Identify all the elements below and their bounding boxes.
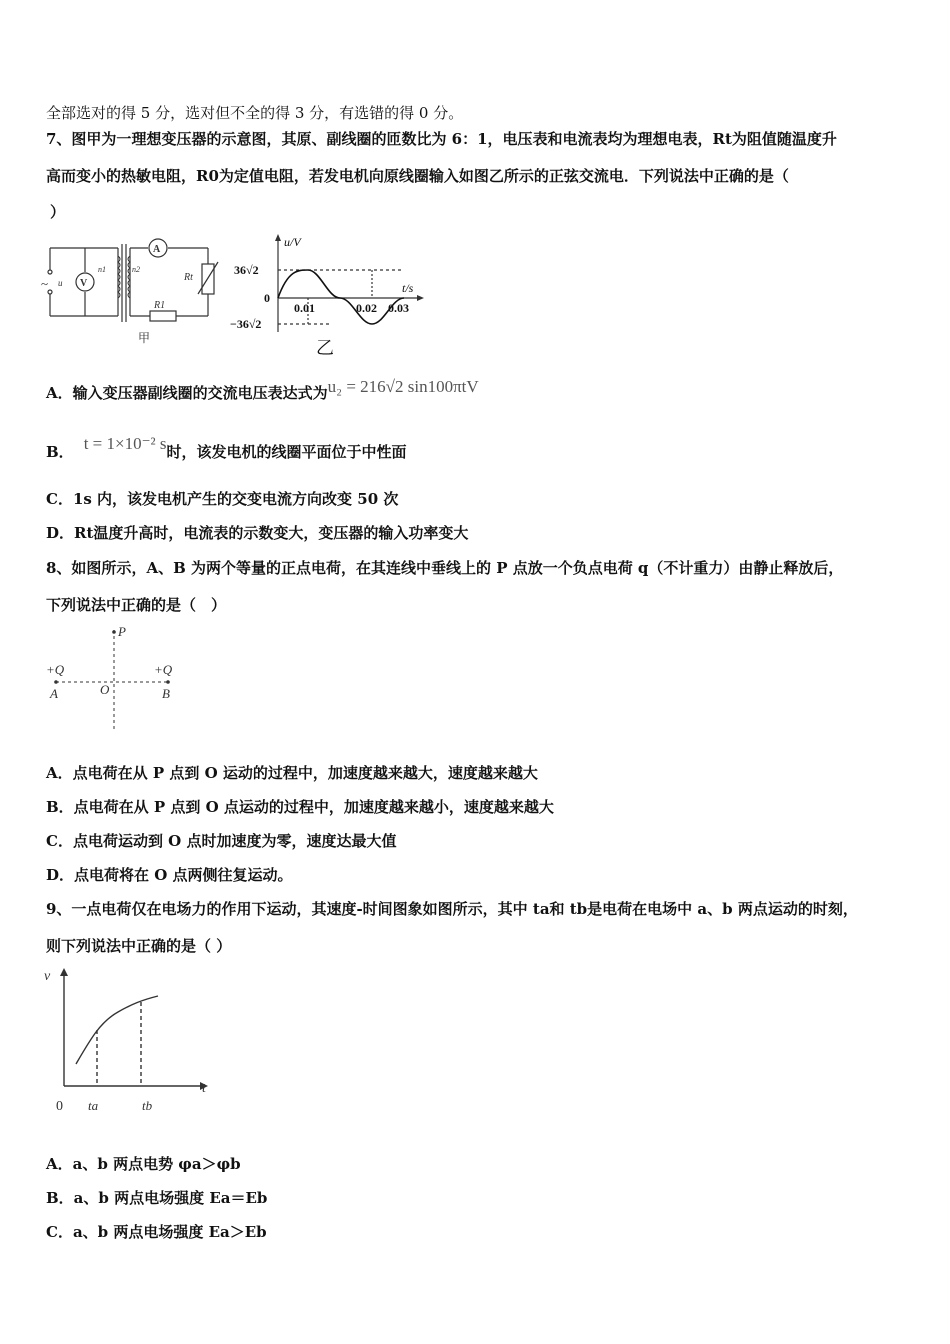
q8-fig-qa-label: +Q xyxy=(46,662,65,677)
q7-option-a-formula: u₂ = 216√2 sin100πtV xyxy=(327,377,479,396)
q8-option-c: C．点电荷运动到 O 点时加速度为零，速度达最大值 xyxy=(46,832,397,850)
q9-option-c: C．a、b 两点电场强度 Ea＞Eb xyxy=(46,1223,267,1241)
q9-fig-t-label: t xyxy=(202,1081,206,1096)
fig-jia-rt-label: Rt xyxy=(184,272,193,283)
q8-fig-a-label: A xyxy=(50,686,58,701)
q8-fig-o-label: O xyxy=(100,682,110,697)
q7-option-c: C．1s 内，该发电机产生的交变电流方向改变 50 次 xyxy=(46,490,399,508)
fig-yi-xaxis-label: t/s xyxy=(402,281,414,295)
q7-option-b xyxy=(46,434,407,462)
q9-option-b: B．a、b 两点电场强度 Ea＝Eb xyxy=(46,1189,268,1207)
q8-fig-p-label: P xyxy=(118,624,126,639)
q9-fig-tb-label: tb xyxy=(142,1098,153,1113)
q8-fig-qb-label: +Q xyxy=(154,662,173,677)
fig-yi-t3: 0.03 xyxy=(388,301,409,315)
fig-yi-peak-pos: 36√2 xyxy=(234,263,259,277)
fig-jia-n1-label: n1 xyxy=(98,265,106,274)
fig-jia-caption: 甲 xyxy=(138,331,151,345)
q9-figure xyxy=(38,962,218,1122)
fig-jia-ammeter-label: A xyxy=(153,244,161,255)
q7-figure-yi xyxy=(228,234,428,360)
q8-fig-b-label: B xyxy=(162,686,170,701)
q7-option-b-label: B． xyxy=(46,443,74,461)
fig-yi-caption: 乙 xyxy=(316,338,334,358)
q8-stem-line2: 下列说法中正确的是（ ） xyxy=(46,596,227,614)
fig-yi-zero: 0 xyxy=(264,291,270,305)
q8-figure xyxy=(40,622,190,732)
q7-figure-jia xyxy=(40,236,225,348)
q9-fig-v-label: v xyxy=(44,969,51,984)
svg-text:~: ~ xyxy=(41,276,49,291)
q9-option-a: A．a、b 两点电势 φa＞φb xyxy=(46,1155,241,1173)
q8-option-b: B．点电荷在从 P 点到 O 点运动的过程中，加速度越来越小，速度越来越大 xyxy=(46,798,554,816)
q8-option-a: A．点电荷在从 P 点到 O 运动的过程中，加速度越来越大，速度越来越大 xyxy=(46,764,538,782)
q7-option-b-formula: t = 1×10⁻² s xyxy=(83,434,167,453)
fig-yi-peak-neg: −36√2 xyxy=(230,317,262,331)
q8-stem-line1: 8、如图所示，A、B 为两个等量的正点电荷，在其连线中垂线上的 P 点放一个负点电荷 q（不计重力）由静止释放后， xyxy=(46,559,844,577)
q7-stem-line1: 7、图甲为一理想变压器的示意图，其原、副线圈的匝数比为 6：1，电压表和电流表均为理想电表，Rt为阻值随温度升 xyxy=(46,130,837,148)
q9-fig-ta-label: ta xyxy=(88,1098,99,1113)
fig-yi-yaxis-label: u/V xyxy=(284,235,301,249)
intro-text: 全部选对的得 5 分，选对但不全的得 3 分，有选错的得 0 分。 xyxy=(46,104,464,122)
fig-jia-n2-label: n2 xyxy=(132,265,140,274)
q7-option-b-text: 时，该发电机的线圈平面位于中性面 xyxy=(166,443,407,461)
fig-yi-t1: 0.01 xyxy=(294,301,315,315)
q9-fig-origin-label: 0 xyxy=(56,1099,63,1114)
q9-stem-line1: 9、一点电荷仅在电场力的作用下运动，其速度-时间图象如图所示，其中 ta和 tb是电荷在电场中 a、b 两点运动的时刻， xyxy=(46,900,858,918)
q7-option-d: D．Rt温度升高时，电流表的示数变大，变压器的输入功率变大 xyxy=(46,524,469,542)
q7-option-a-text: A．输入变压器副线圈的交流电压表达式为 xyxy=(46,384,328,402)
q7-stem-line3: ） xyxy=(50,203,66,221)
fig-yi-t2: 0.02 xyxy=(356,301,377,315)
fig-jia-r1-label: R1 xyxy=(154,300,166,311)
q9-stem-line2: 则下列说法中正确的是（ ） xyxy=(46,937,232,955)
q8-option-d: D．点电荷将在 O 点两侧往复运动。 xyxy=(46,866,293,884)
fig-jia-u-label: u xyxy=(58,278,63,288)
fig-jia-voltmeter-label: V xyxy=(80,278,88,289)
q7-option-a xyxy=(46,377,479,403)
q7-stem-line2: 高而变小的热敏电阻，R0为定值电阻，若发电机向原线圈输入如图乙所示的正弦交流电．下列说法中正确的是（ xyxy=(46,167,789,185)
